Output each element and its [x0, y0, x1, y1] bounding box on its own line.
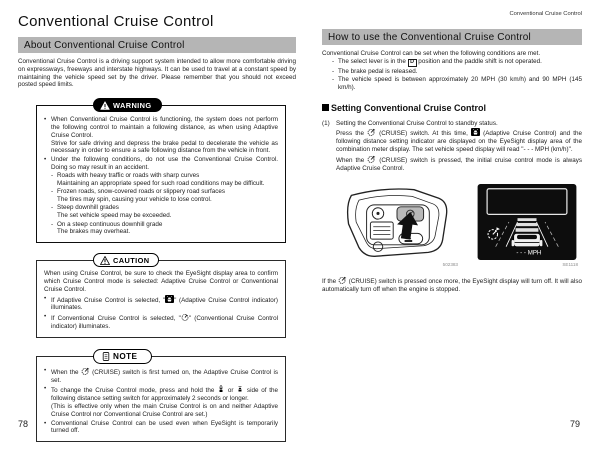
warning-sub-item: - Frozen roads, snow-covered roads or slippery road surfaces	[51, 188, 225, 196]
caution-label: CAUTION	[113, 255, 150, 265]
cruise-switch-icon	[367, 155, 376, 163]
note-bullet-2-paren: (This is effective only when the main Cruise Control is on and neither Adaptive Cruise Control nor Conventional Cruise Control are set.)	[51, 402, 278, 418]
condition-item: - The select lever is in the D position and the paddle shift is not operated.	[332, 58, 542, 66]
closing-paragraph: If the (CRUISE) switch is pressed once more, the EyeSight display will turn off. It will also automatically turn off when the engine is stopped.	[322, 278, 582, 294]
lead-car-graphic	[512, 234, 543, 247]
warning-sub-item-body: Maintaining an appropriate speed for such road conditions may be difficult.	[57, 180, 265, 188]
conventional-cruise-indicator-icon	[181, 313, 189, 321]
step-paragraph-2: When the (CRUISE) switch is pressed, the initial cruise control mode is always Adaptive Cruise Control.	[336, 156, 582, 172]
display-speed-readout: - - - MPH	[516, 249, 542, 257]
bullet-marker: •	[44, 294, 47, 302]
distance-far-icon	[217, 385, 225, 393]
adaptive-cruise-indicator-icon	[471, 128, 480, 136]
select-lever-d-icon: D	[408, 59, 417, 67]
step-number: (1)	[322, 119, 330, 127]
warning-sub-item-body: The set vehicle speed may be exceeded.	[57, 212, 172, 220]
caution-bullet-1: • If Adaptive Cruise Control is selected, " " (Adaptive Cruise Control indicator) illuminates.	[44, 294, 278, 312]
section-header-how-to-use: How to use the Conventional Cruise Control	[322, 29, 582, 45]
conditions-list	[322, 58, 582, 91]
warning-box	[36, 100, 286, 243]
bullet-marker: •	[44, 116, 47, 124]
cruise-switch-icon	[367, 128, 376, 136]
steering-cruise-switch-figure	[336, 184, 458, 267]
dash-marker: -	[332, 76, 335, 84]
dash-marker: -	[51, 204, 54, 212]
warning-label: WARNING	[113, 100, 152, 110]
bullet-marker: •	[44, 366, 47, 374]
step-1	[322, 120, 582, 173]
distance-bar	[518, 219, 537, 222]
bullet-marker: •	[44, 385, 47, 393]
warning-sub-item: - On a steep continuous downhill grade	[51, 220, 163, 228]
note-box	[36, 351, 286, 442]
figures-row	[336, 184, 578, 267]
warning-badge	[93, 98, 162, 112]
caution-bullet-2: • If Conventional Cruise Control is selected, " " (Conventional Cruise Control indicator) illuminates.	[44, 313, 278, 330]
caution-triangle-icon	[100, 256, 110, 265]
figure-code: 502383	[442, 262, 458, 268]
section-square-icon	[322, 104, 329, 111]
warning-bullet-1-continued: Strive for safe driving and depress the brake pedal to decelerate the vehicle as necessary in order to ensure a safe following distance from the vehicle in front.	[51, 139, 278, 155]
warning-bullet-1: • When Conventional Cruise Control is functioning, the system does not perform the following control to maintain a following distance, as when using Adaptive Cruise Control.	[44, 116, 278, 139]
page-title: Conventional Cruise Control	[18, 13, 214, 30]
dash-marker: -	[51, 172, 54, 180]
caution-box	[36, 255, 286, 338]
cruise-switch-icon	[81, 367, 90, 375]
bullet-marker: •	[44, 156, 47, 164]
caution-badge	[93, 253, 159, 267]
section-header-about: About Conventional Cruise Control	[18, 37, 296, 53]
warning-sub-item: - Roads with heavy traffic or roads with sharp curves	[51, 172, 200, 180]
page-number-left: 78	[18, 419, 29, 429]
conditions-intro: Conventional Cruise Control can be set when the following conditions are met.	[322, 50, 541, 57]
distance-near-icon	[236, 385, 244, 393]
step-heading: Setting the Conventional Cruise Control to standby status.	[336, 119, 498, 127]
bullet-marker: •	[44, 419, 47, 427]
left-page	[18, 0, 296, 442]
note-badge	[93, 349, 152, 364]
condition-item: - The brake pedal is released.	[332, 67, 418, 75]
intro-paragraph: Conventional Cruise Control is a driving support system intended to allow more comfortable driving on expressways, freeways and interstate highways. It can be used to travel at a constant speed by maintaining the vehicle speed set by the driver. Please remember that you should not exceed posted speed limits.	[18, 58, 296, 89]
subsection-heading: Setting Conventional Cruise Control	[322, 103, 582, 113]
warning-triangle-icon	[100, 101, 110, 110]
distance-bar	[516, 229, 539, 233]
dash-marker: -	[51, 220, 54, 228]
warning-sub-item: - Steep downhill grades	[51, 204, 119, 212]
figure-code: SE1118	[562, 262, 578, 268]
warning-sub-item-body: The tires may spin, causing your vehicle to lose control.	[57, 196, 212, 204]
dash-marker: -	[332, 67, 335, 75]
note-bullet-1: • When the (CRUISE) switch is first turned on, the Adaptive Cruise Control is set.	[44, 366, 278, 384]
warning-bullet-2: • Under the following conditions, do not use the Conventional Cruise Control. Doing so may result in an accident.	[44, 156, 278, 171]
warning-sub-item-body: The brakes may overheat.	[57, 228, 131, 236]
eyesight-display-figure	[476, 184, 578, 267]
cruise-switch-icon	[338, 276, 347, 284]
adaptive-cruise-indicator-icon	[165, 295, 174, 303]
right-page	[322, 0, 582, 294]
step-paragraph-1: Press the (CRUISE) switch. At this time, (Adaptive Cruise Control) and the following distance setting indicator are displayed on the EyeSight display area of the combination meter display. The set vehicle speed display will read "- - - MPH (km/h)".	[336, 130, 582, 154]
caution-intro: When using Cruise Control, be sure to check the EyeSight display area to confirm which Cruise Control mode is selected: Adaptive Cruise Control or Conventional Cruise Control.	[44, 270, 278, 293]
dash-marker: -	[51, 188, 54, 196]
condition-item: - The vehicle speed is between approximately 20 MPH (30 km/h) and 90 MPH (145 km/h).	[332, 76, 582, 91]
page-number-right: 79	[569, 419, 580, 429]
distance-bar	[517, 223, 538, 226]
note-icon	[102, 352, 110, 361]
dash-marker: -	[332, 58, 335, 66]
note-bullet-2: • To change the Cruise Control mode, press and hold the or side of the following distance setting switch for approximately 2 seconds or longer.	[44, 385, 278, 403]
note-label: NOTE	[113, 351, 138, 361]
running-header: Conventional Cruise Control	[509, 11, 582, 17]
bullet-marker: •	[44, 313, 47, 321]
note-bullet-3: • Conventional Cruise Control can be used even when EyeSight is temporarily turned off.	[44, 419, 278, 435]
